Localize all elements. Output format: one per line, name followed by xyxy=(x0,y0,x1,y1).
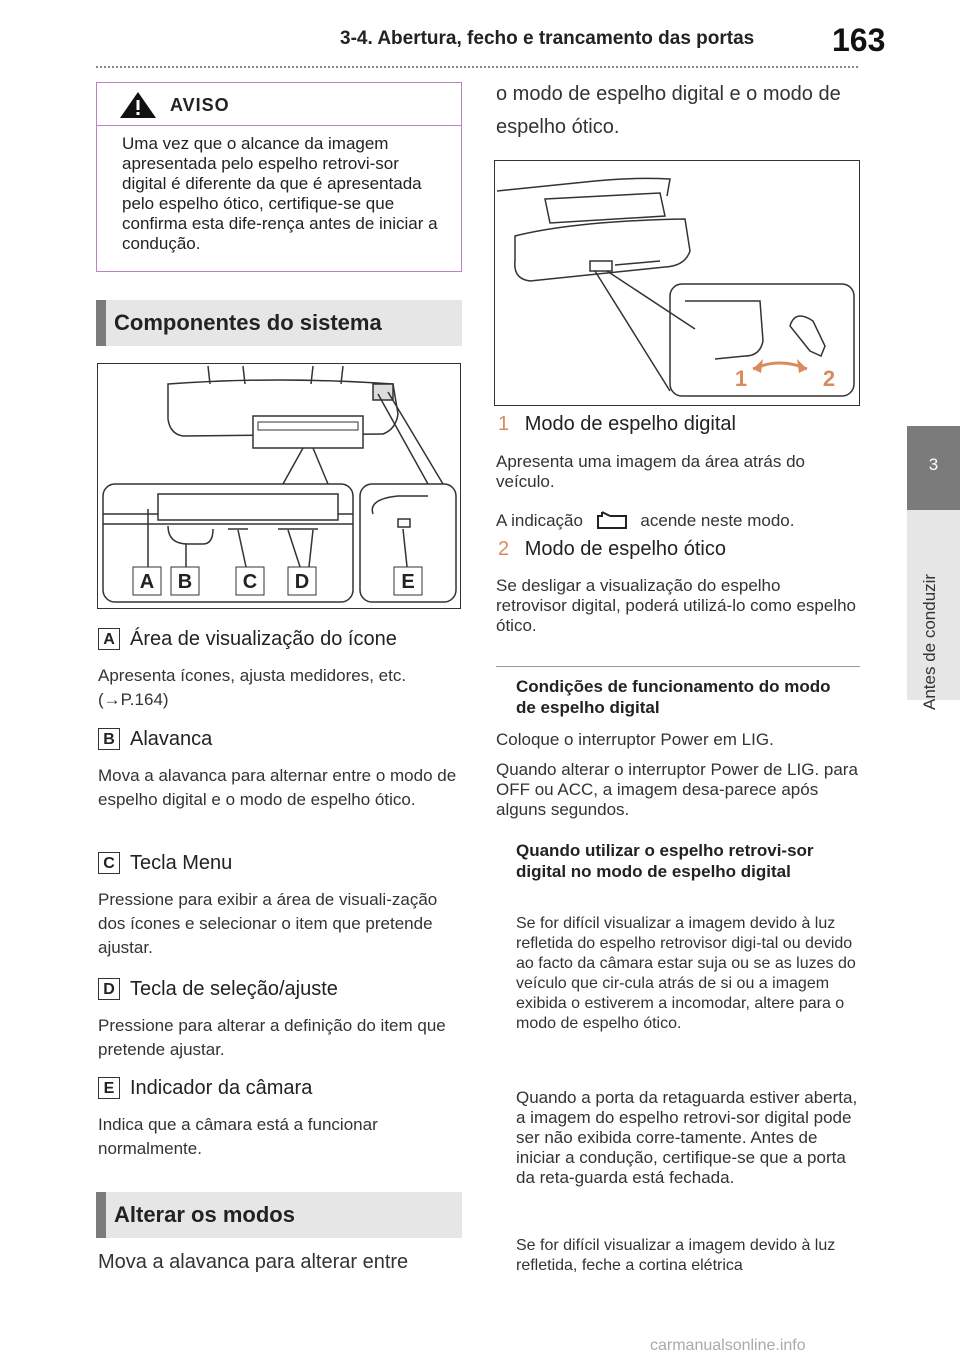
modes-intro-start: Mova a alavanca para alterar entre xyxy=(98,1251,409,1273)
mode-1-indicator-text-b: acende neste modo. xyxy=(640,511,795,530)
mode-2-number: 2 xyxy=(498,538,510,560)
mode-2-title: Modo de espelho ótico xyxy=(524,538,726,560)
figure-label-2: 2 xyxy=(822,366,836,391)
item-title-c: Tecla Menu xyxy=(130,852,233,874)
mode-1-title: Modo de espelho digital xyxy=(524,413,736,435)
conditions-title: Condições de funcionamento do modo de espelho digital xyxy=(516,677,831,717)
item-title-b: Alavanca xyxy=(130,728,213,750)
chapter-title: 3-4. Abertura, fecho e trancamento das portas xyxy=(340,28,755,49)
separator xyxy=(496,666,860,667)
chapter-tab-number: 3 xyxy=(928,455,939,474)
item-text-a: Apresenta ícones, ajusta medidores, etc. (→P.164) xyxy=(98,666,407,709)
usage-p1: Se for difícil visualizar a imagem devido à luz refletida do espelho retrovisor digi-tal ou devido ao facto da câmara estar suja ou se as luzes do veículo que cir-cula atrás de si ou a imagem exibida o estiverem a incomodar, altere para o modo de espelho ótico. xyxy=(516,915,856,1032)
figure-label-a: A xyxy=(139,571,155,593)
conditions-p2: Quando alterar o interruptor Power de LIG. para OFF ou ACC, a imagem desa-parece após alguns segundos. xyxy=(496,760,858,819)
header-rule xyxy=(96,64,860,70)
figure-mirror-components xyxy=(97,363,461,609)
lever-diagram xyxy=(495,161,859,405)
figure-label-b: B xyxy=(177,571,193,593)
mode-1-indicator-text-a: A indicação xyxy=(496,511,583,530)
chapter-tab-label: Antes de conduzir xyxy=(920,573,939,710)
figure-mirror-lever xyxy=(494,160,860,406)
mode-2-heading xyxy=(498,538,726,561)
item-text-d: Pressione para alterar a definição do item que pretende ajustar. xyxy=(98,1016,446,1059)
figure-label-1: 1 xyxy=(734,366,748,391)
page-number: 163 xyxy=(832,22,886,58)
figure-label-c: C xyxy=(242,571,258,593)
mode-1-indicator-line xyxy=(496,510,856,531)
section-header-components xyxy=(96,300,462,346)
usage-title: Quando utilizar o espelho retrovi-sor digital no modo de espelho digital xyxy=(516,841,814,881)
mode-1-number: 1 xyxy=(498,413,510,435)
mode-2-text: Se desligar a visualização do espelho retrovisor digital, poderá utilizá-lo como espelho ótico. xyxy=(496,576,857,635)
figure-label-d: D xyxy=(294,571,310,593)
item-letter-d: D xyxy=(98,978,120,1000)
item-title-e: Indicador da câmara xyxy=(130,1077,313,1099)
camera-indicator-icon xyxy=(594,510,630,530)
usage-p2: Quando a porta da retaguarda estiver aberta, a imagem do espelho retrovi-sor digital pode ser não exibida corre-tamente. Antes de iniciar a condução, certifique-se que a porta da reta-guarda está fechada. xyxy=(516,1088,858,1187)
item-text-b: Mova a alavanca para alternar entre o modo de espelho digital e o modo de espelho ótico. xyxy=(98,766,457,809)
mode-1-heading xyxy=(498,413,736,436)
usage-p3: Se for difícil visualizar a imagem devido à luz refletida, feche a cortina elétrica xyxy=(516,1237,836,1274)
figure-label-e: E xyxy=(401,571,415,593)
item-text-c: Pressione para exibir a área de visuali-zação dos ícones e selecionar o item que pretende ajustar. xyxy=(98,890,438,957)
item-letter-b: B xyxy=(98,728,120,750)
section-title: Alterar os modos xyxy=(114,1202,295,1227)
item-title-d: Tecla de seleção/ajuste xyxy=(130,978,338,1000)
item-letter-a: A xyxy=(98,628,120,650)
item-text-e: Indica que a câmara está a funcionar normalmente. xyxy=(98,1115,378,1158)
mode-1-text: Apresenta uma imagem da área atrás do veículo. xyxy=(496,452,806,491)
mirror-diagram xyxy=(98,364,460,608)
warning-title: AVISO xyxy=(170,95,230,115)
conditions-p1: Coloque o interruptor Power em LIG. xyxy=(496,730,774,749)
item-letter-e: E xyxy=(98,1077,120,1099)
section-title: Componentes do sistema xyxy=(114,310,382,335)
item-letter-c: C xyxy=(98,852,120,874)
modes-intro-continued: o modo de espelho digital e o modo de espelho ótico. xyxy=(496,83,841,138)
item-title-a: Área de visualização do ícone xyxy=(130,628,397,650)
section-header-modes xyxy=(96,1192,462,1238)
warning-triangle-icon xyxy=(118,90,158,120)
watermark: carmanualsonline.info xyxy=(650,1337,806,1354)
warning-text: Uma vez que o alcance da imagem apresentada pelo espelho retrovi-sor digital é diferente da que é apresentada pelo espelho ótico, certifique-se que confirma esta dife-rença antes de iniciar a condução. xyxy=(122,134,438,253)
